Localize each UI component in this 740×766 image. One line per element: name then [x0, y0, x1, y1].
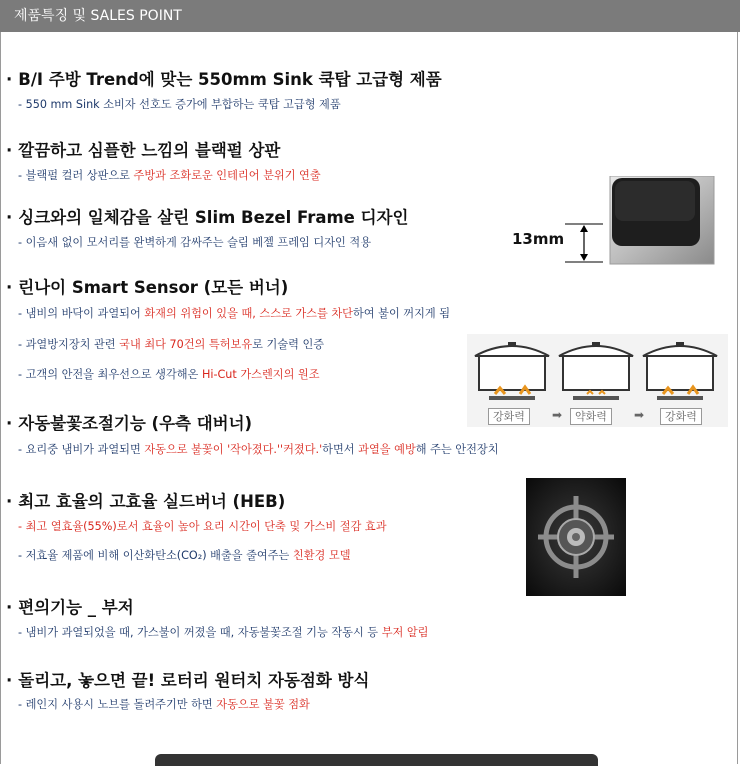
highlight-text: 부저 알림 — [381, 626, 429, 639]
feature-description — [18, 167, 321, 183]
description-text: - 고객의 안전을 최우선으로 생각해온 — [18, 368, 202, 381]
pot-2-icon — [559, 342, 633, 400]
feature-description — [18, 696, 310, 712]
description-text: - 이음새 없이 모서리를 완벽하게 감싸주는 슬림 베젤 프레임 디자인 적용 — [18, 236, 372, 249]
feature-heading-text: 최고 효율의 고효율 실드버너 (HEB) — [18, 492, 286, 511]
feature-heading — [6, 594, 134, 618]
burner-image — [526, 478, 626, 596]
feature-heading-text: 돌리고, 놓으면 끝! 로터리 원터치 자동점화 방식 — [18, 671, 370, 690]
description-text: - 레인지 사용시 노브를 돌려주기만 하면 — [18, 698, 217, 711]
bottom-bar — [155, 754, 598, 766]
description-text: - 과열방지장치 관련 — [18, 338, 120, 351]
arrow-right-icon: ➡ — [634, 408, 645, 422]
feature-description — [18, 624, 428, 640]
description-text: - 블랙펄 컬러 상판으로 — [18, 169, 134, 182]
feature-description — [18, 366, 320, 382]
flame-caption-1: 강화력 — [488, 408, 530, 425]
feature-heading-text: 싱크와의 일체감을 살린 Slim Bezel Frame 디자인 — [18, 208, 409, 227]
feature-heading — [6, 488, 285, 512]
highlight-text: 자동으로 불꽃이 '작아졌다.''커졌다.' — [144, 443, 323, 456]
section-header — [0, 0, 740, 32]
feature-heading-text: B/I 주방 Trend에 맞는 550mm Sink 쿡탑 고급형 제품 — [18, 70, 442, 89]
feature-heading — [6, 667, 369, 691]
feature-description — [18, 305, 450, 321]
bullet-icon: · — [6, 70, 13, 89]
description-text: - 요리중 냄비가 과열되면 — [18, 443, 145, 456]
feature-heading — [6, 66, 442, 90]
feature-description — [18, 518, 387, 534]
pots-illustration — [467, 334, 728, 404]
highlight-text: 국내 최다 70건의 특허보유 — [119, 338, 253, 351]
feature-description — [18, 336, 324, 352]
feature-heading-text: 자동불꽃조절기능 (우측 대버너) — [18, 414, 253, 433]
bullet-icon: · — [6, 278, 13, 297]
description-text: 로 기술력 인증 — [252, 338, 325, 351]
highlight-text: - 최고 열효율(55%)로서 효율이 높아 요리 시간이 단축 및 가스비 절감 효과 — [18, 520, 387, 533]
description-text: 하여 불이 꺼지게 됨 — [352, 307, 451, 320]
description-text: - 저효율 제품에 비해 이산화탄소(CO₂) 배출을 줄여주는 — [18, 549, 293, 562]
feature-description — [18, 234, 371, 250]
bullet-icon: · — [6, 492, 13, 511]
pot-1-icon — [475, 342, 549, 400]
description-text: - 냄비의 바닥이 과열되어 — [18, 307, 145, 320]
feature-heading-text: 편의기능 _ 부저 — [18, 598, 134, 617]
flame-caption-2: 약화력 — [570, 408, 612, 425]
bullet-icon: · — [6, 208, 13, 227]
feature-heading-text: 깔끔하고 심플한 느낌의 블랙펄 상판 — [18, 141, 281, 160]
description-text: - 냄비가 과열되었을 때, 가스불이 꺼졌을 때, 자동불꽃조절 기능 작동시 등 — [18, 626, 382, 639]
highlight-text: 친환경 모델 — [292, 549, 351, 562]
description-text: 하면서 — [322, 443, 359, 456]
bullet-icon: · — [6, 671, 13, 690]
highlight-text: 화재의 위험이 있을 때, 스스로 가스를 차단 — [144, 307, 353, 320]
feature-heading — [6, 137, 280, 161]
feature-heading-text: 린나이 Smart Sensor (모든 버너) — [18, 278, 289, 297]
pot-3-icon — [643, 342, 717, 400]
bezel-dimension-label: 13mm — [512, 230, 565, 248]
feature-description — [18, 441, 499, 457]
description-text: - 550 mm Sink 소비자 선호도 증가에 부합하는 쿡탑 고급형 제품 — [18, 98, 341, 111]
feature-heading — [6, 204, 408, 228]
feature-heading — [6, 274, 288, 298]
bullet-icon: · — [6, 414, 13, 433]
highlight-text: Hi-Cut 가스렌지의 원조 — [201, 368, 320, 381]
feature-description — [18, 547, 351, 563]
highlight-text: 주방과 조화로운 인테리어 분위기 연출 — [133, 169, 321, 182]
feature-description — [18, 96, 341, 112]
bullet-icon: · — [6, 141, 13, 160]
dimension-arrow — [563, 222, 605, 266]
highlight-text: 과열을 예방 — [358, 443, 416, 456]
description-text: 해 주는 안전장치 — [415, 443, 499, 456]
flame-caption-3: 강화력 — [660, 408, 702, 425]
highlight-text: 자동으로 불꽃 점화 — [216, 698, 310, 711]
header-title: 제품특징 및 SALES POINT — [14, 8, 182, 24]
feature-heading — [6, 410, 252, 434]
bullet-icon: · — [6, 598, 13, 617]
arrow-right-icon: ➡ — [552, 408, 563, 422]
